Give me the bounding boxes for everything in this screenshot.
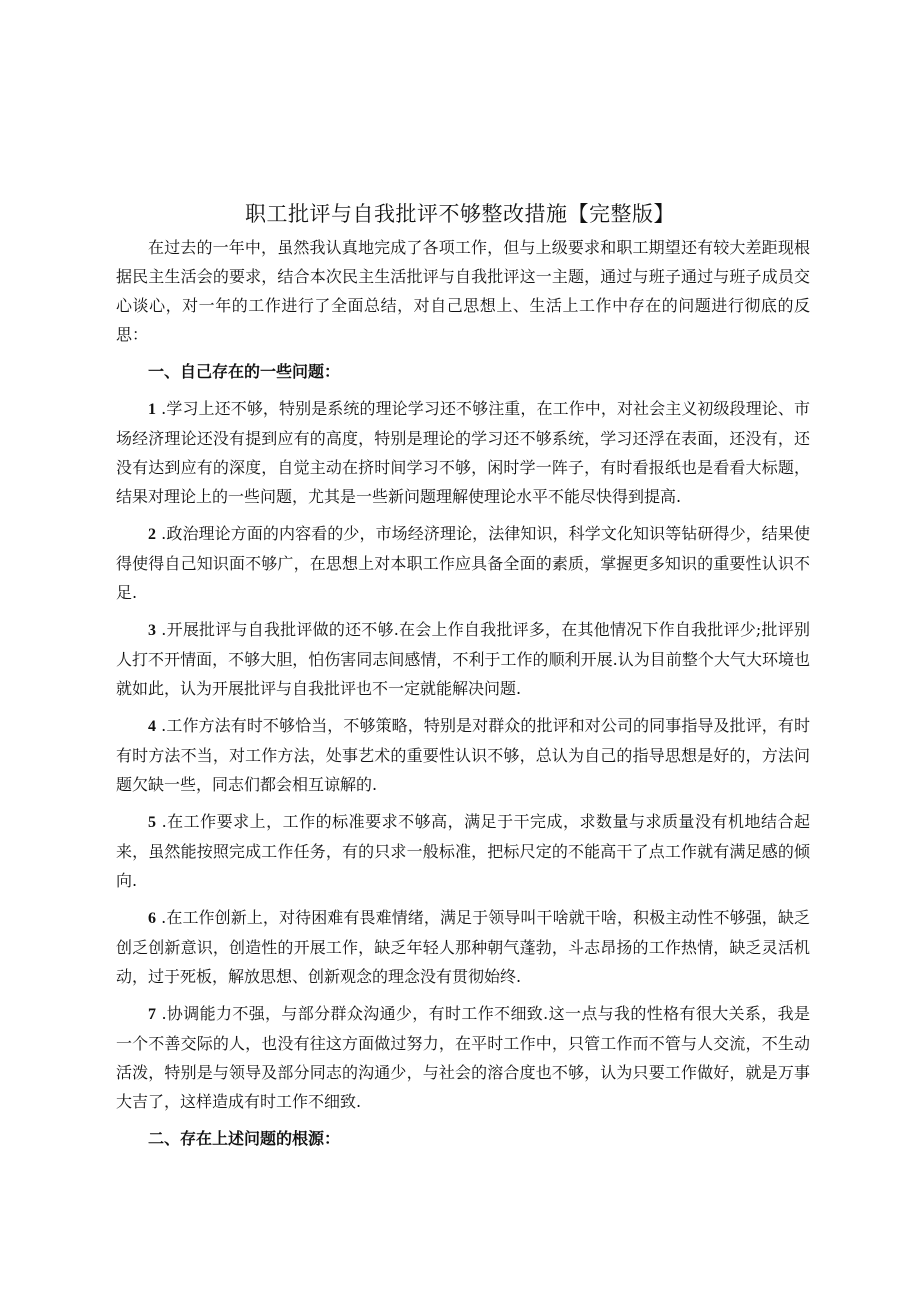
- list-item: [116, 394, 810, 511]
- list-item: [116, 903, 810, 991]
- list-item: [116, 711, 810, 799]
- document-title: 职工批评与自我批评不够整改措施【完整版】: [245, 202, 675, 226]
- item-text: .在工作创新上，对待困难有畏难情绪，满足于领导叫干啥就干啥，积极主动性不够强，缺乏创乏创新意识，创造性的开展工作，缺乏年轻人那种朝气蓬勃，斗志昂扬的工作热情，缺乏灵活机动，过于死板，解放思想、创新观念的理念没有贯彻始终.: [116, 908, 810, 986]
- document-body: [116, 233, 810, 1153]
- item-text: .政治理论方面的内容看的少，市场经济理论，法律知识，科学文化知识等钻研得少，结果使得使得自己知识面不够广，在思想上对本职工作应具备全面的素质，掌握更多知识的重要性认识不足.: [116, 524, 810, 602]
- item-text: .开展批评与自我批评做的还不够.在会上作自我批评多，在其他情况下作自我批评少;批评别人打不开情面，不够大胆，怕伤害同志间感情，不利于工作的顺利开展.认为目前整个大气大环境也就如此，认为开展批评与自我批评也不一定就能解决问题.: [116, 620, 810, 698]
- item-number: 2: [148, 526, 156, 543]
- item-number: 6: [148, 910, 156, 927]
- section-heading-2: 二、存在上述问题的根源：: [148, 1129, 341, 1148]
- list-item: [116, 519, 810, 607]
- section-heading-1: 一、自己存在的一些问题：: [148, 362, 341, 381]
- list-item: [116, 615, 810, 703]
- item-number: 7: [148, 1006, 156, 1023]
- item-text: .工作方法有时不够恰当，不够策略，特别是对群众的批评和对公司的同事指导及批评，有时有时方法不当，对工作方法，处事艺术的重要性认识不够，总认为自己的指导思想是好的，方法问题欠缺一些，同志们都会相互谅解的.: [116, 716, 810, 794]
- item-number: 4: [148, 718, 156, 735]
- item-number: 3: [148, 622, 156, 639]
- item-text: .在工作要求上，工作的标准要求不够高，满足于干完成，求数量与求质量没有机地结合起来，虽然能按照完成工作任务，有的只求一般标准，把标尺定的不能高干了点工作就有满足感的倾向.: [116, 812, 810, 890]
- list-item: [116, 999, 810, 1116]
- item-number: 5: [148, 814, 156, 831]
- list-item: [116, 807, 810, 895]
- item-text: .学习上还不够，特别是系统的理论学习还不够注重，在工作中，对社会主义初级段理论、市场经济理论还没有提到应有的高度，特别是理论的学习还不够系统，学习还浮在表面，还没有，还没有达到应有的深度，自觉主动在挤时间学习不够，闲时学一阵子，有时看报纸也是看看大标题，结果对理论上的一些问题，尤其是一些新问题理解使理论水平不能尽快得到提高.: [116, 399, 810, 506]
- item-text: .协调能力不强，与部分群众沟通少，有时工作不细致.这一点与我的性格有很大关系，我是一个不善交际的人，也没有往这方面做过努力，在平时工作中，只管工作而不管与人交流，不生动活泼，特别是与领导及部分同志的沟通少，与社会的溶合度也不够，认为只要工作做好，就是万事大吉了，这样造成有时工作不细致.: [116, 1004, 810, 1111]
- intro-paragraph: 在过去的一年中，虽然我认真地完成了各项工作，但与上级要求和职工期望还有较大差距现根据民主生活会的要求，结合本次民主生活批评与自我批评这一主题，通过与班子通过与班子成员交心谈心，对一年的工作进行了全面总结，对自己思想上、生活上工作中存在的问题进行彻底的反思：: [116, 238, 810, 344]
- item-number: 1: [148, 401, 156, 418]
